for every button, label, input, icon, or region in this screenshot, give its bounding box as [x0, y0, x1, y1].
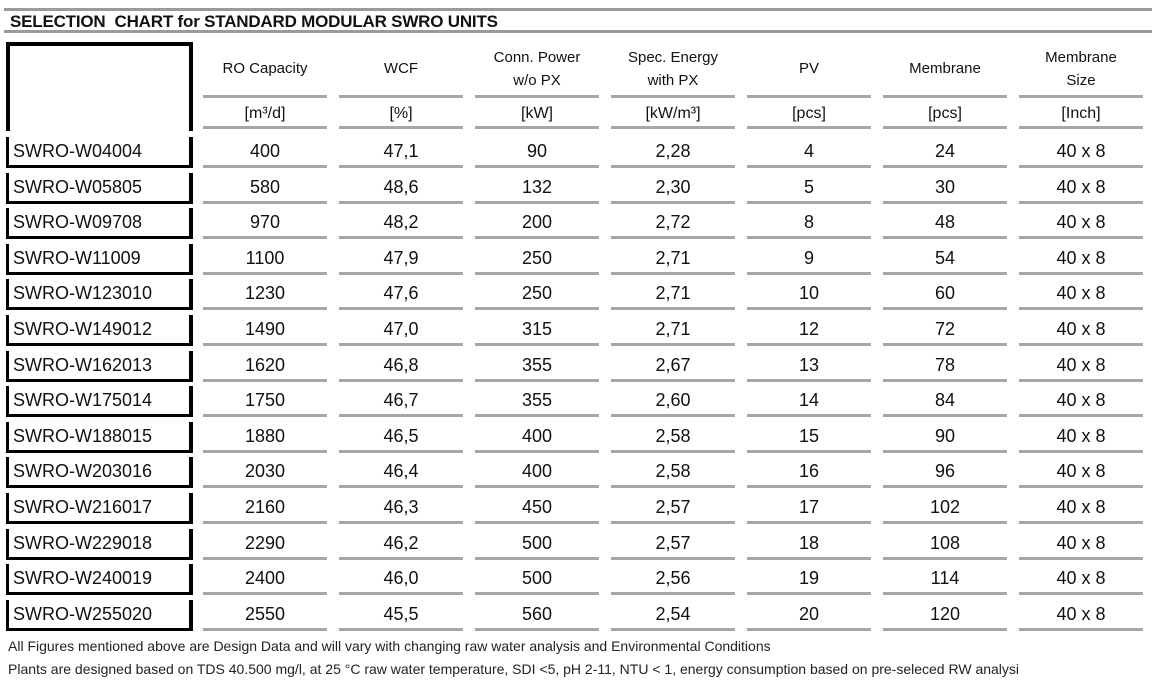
model-name-cell: SWRO-W11009 — [6, 244, 193, 275]
table-cell: 47,9 — [339, 244, 463, 275]
column-header: WCF — [339, 42, 463, 98]
table-cell: 40 x 8 — [1019, 173, 1143, 204]
table-cell: 45,5 — [339, 600, 463, 631]
table-cell: 40 x 8 — [1019, 137, 1143, 168]
table-cell: 12 — [747, 315, 871, 346]
table-cell: 78 — [883, 351, 1007, 382]
table-cell: 2,57 — [611, 529, 735, 560]
table-cell: 1100 — [203, 244, 327, 275]
model-header-cell — [6, 42, 193, 131]
title-bar — [4, 8, 1152, 33]
table-cell: 20 — [747, 600, 871, 631]
table-cell: 47,0 — [339, 315, 463, 346]
model-name-cell: SWRO-W09708 — [6, 208, 193, 239]
table-cell: 2,58 — [611, 457, 735, 488]
table-cell: 114 — [883, 564, 1007, 595]
column-unit: [m³/d] — [203, 102, 327, 129]
table-cell: 2290 — [203, 529, 327, 560]
table-cell: 40 x 8 — [1019, 351, 1143, 382]
table-cell: 5 — [747, 173, 871, 204]
model-name-cell: SWRO-W04004 — [6, 137, 193, 168]
model-name-cell: SWRO-W229018 — [6, 529, 193, 560]
table-cell: 72 — [883, 315, 1007, 346]
column-header: PV — [747, 42, 871, 98]
table-cell: 132 — [475, 173, 599, 204]
table-cell: 2,71 — [611, 244, 735, 275]
table-cell: 2160 — [203, 493, 327, 524]
table-cell: 46,0 — [339, 564, 463, 595]
table-cell: 40 x 8 — [1019, 529, 1143, 560]
table-cell: 120 — [883, 600, 1007, 631]
table-cell: 46,5 — [339, 422, 463, 453]
table-cell: 2,67 — [611, 351, 735, 382]
table-cell: 96 — [883, 457, 1007, 488]
table-cell: 2,71 — [611, 315, 735, 346]
table-cell: 1230 — [203, 279, 327, 310]
column-header: Spec. Energy with PX — [611, 42, 735, 98]
column-unit: [%] — [339, 102, 463, 129]
table-cell: 1490 — [203, 315, 327, 346]
table-cell: 1880 — [203, 422, 327, 453]
table-cell: 90 — [883, 422, 1007, 453]
column-unit: [kW/m³] — [611, 102, 735, 129]
table-cell: 4 — [747, 137, 871, 168]
model-name-cell: SWRO-W216017 — [6, 493, 193, 524]
table-cell: 400 — [475, 422, 599, 453]
table-cell: 40 x 8 — [1019, 386, 1143, 417]
column-unit: [Inch] — [1019, 102, 1143, 129]
table-cell: 46,8 — [339, 351, 463, 382]
column-header: Membrane — [883, 42, 1007, 98]
model-name-cell: SWRO-W123010 — [6, 279, 193, 310]
table-cell: 400 — [475, 457, 599, 488]
page-title: SELECTION CHART for STANDARD MODULAR SWRO UNITS — [10, 12, 498, 31]
table-cell: 1620 — [203, 351, 327, 382]
table-cell: 48 — [883, 208, 1007, 239]
note-design-basis: Plants are designed based on TDS 40.500 mg/l, at 25 °C raw water temperature, SDI <5, pH 2-11, NTU < 1, energy consumption based on pre-seleced RW analysi — [8, 661, 1020, 677]
table-cell: 2,56 — [611, 564, 735, 595]
table-cell: 24 — [883, 137, 1007, 168]
table-cell: 2,30 — [611, 173, 735, 204]
table-cell: 250 — [475, 244, 599, 275]
table-cell: 40 x 8 — [1019, 315, 1143, 346]
table-cell: 46,7 — [339, 386, 463, 417]
table-cell: 15 — [747, 422, 871, 453]
table-cell: 2,60 — [611, 386, 735, 417]
table-cell: 17 — [747, 493, 871, 524]
model-name-cell: SWRO-W149012 — [6, 315, 193, 346]
table-cell: 19 — [747, 564, 871, 595]
table-cell: 40 x 8 — [1019, 457, 1143, 488]
table-cell: 90 — [475, 137, 599, 168]
table-cell: 2030 — [203, 457, 327, 488]
table-cell: 102 — [883, 493, 1007, 524]
table-cell: 46,2 — [339, 529, 463, 560]
table-cell: 580 — [203, 173, 327, 204]
column-unit: [pcs] — [883, 102, 1007, 129]
table-cell: 84 — [883, 386, 1007, 417]
table-cell: 60 — [883, 279, 1007, 310]
column-header: Membrane Size — [1019, 42, 1143, 98]
table-cell: 2,58 — [611, 422, 735, 453]
table-cell: 40 x 8 — [1019, 422, 1143, 453]
table-cell: 48,6 — [339, 173, 463, 204]
table-cell: 47,1 — [339, 137, 463, 168]
model-name-cell: SWRO-W188015 — [6, 422, 193, 453]
table-cell: 30 — [883, 173, 1007, 204]
table-cell: 250 — [475, 279, 599, 310]
model-name-cell: SWRO-W175014 — [6, 386, 193, 417]
table-cell: 40 x 8 — [1019, 493, 1143, 524]
table-cell: 14 — [747, 386, 871, 417]
table-cell: 2550 — [203, 600, 327, 631]
table-cell: 54 — [883, 244, 1007, 275]
table-cell: 2,72 — [611, 208, 735, 239]
table-cell: 355 — [475, 386, 599, 417]
column-unit: [kW] — [475, 102, 599, 129]
table-cell: 40 x 8 — [1019, 564, 1143, 595]
note-design-data: All Figures mentioned above are Design Data and will vary with changing raw water analysis and Environmental Conditions — [8, 638, 771, 654]
table-cell: 560 — [475, 600, 599, 631]
column-header: RO Capacity — [203, 42, 327, 98]
table-cell: 40 x 8 — [1019, 208, 1143, 239]
table-cell: 450 — [475, 493, 599, 524]
model-name-cell: SWRO-W05805 — [6, 173, 193, 204]
table-cell: 8 — [747, 208, 871, 239]
table-cell: 2,57 — [611, 493, 735, 524]
table-cell: 48,2 — [339, 208, 463, 239]
table-cell: 500 — [475, 564, 599, 595]
table-cell: 970 — [203, 208, 327, 239]
table-cell: 2,71 — [611, 279, 735, 310]
table-cell: 16 — [747, 457, 871, 488]
table-cell: 1750 — [203, 386, 327, 417]
table-cell: 108 — [883, 529, 1007, 560]
table-cell: 13 — [747, 351, 871, 382]
table-cell: 2,54 — [611, 600, 735, 631]
table-cell: 10 — [747, 279, 871, 310]
column-unit: [pcs] — [747, 102, 871, 129]
table-cell: 355 — [475, 351, 599, 382]
table-cell: 18 — [747, 529, 871, 560]
table-cell: 200 — [475, 208, 599, 239]
table-cell: 9 — [747, 244, 871, 275]
model-name-cell: SWRO-W162013 — [6, 351, 193, 382]
table-cell: 40 x 8 — [1019, 279, 1143, 310]
table-cell: 500 — [475, 529, 599, 560]
model-name-cell: SWRO-W255020 — [6, 600, 193, 631]
table-cell: 40 x 8 — [1019, 244, 1143, 275]
table-cell: 47,6 — [339, 279, 463, 310]
table-cell: 40 x 8 — [1019, 600, 1143, 631]
table-cell: 46,4 — [339, 457, 463, 488]
column-header: Conn. Power w/o PX — [475, 42, 599, 98]
table-cell: 315 — [475, 315, 599, 346]
table-cell: 2,28 — [611, 137, 735, 168]
model-name-cell: SWRO-W240019 — [6, 564, 193, 595]
table-cell: 2400 — [203, 564, 327, 595]
table-cell: 46,3 — [339, 493, 463, 524]
table-cell: 400 — [203, 137, 327, 168]
model-name-cell: SWRO-W203016 — [6, 457, 193, 488]
